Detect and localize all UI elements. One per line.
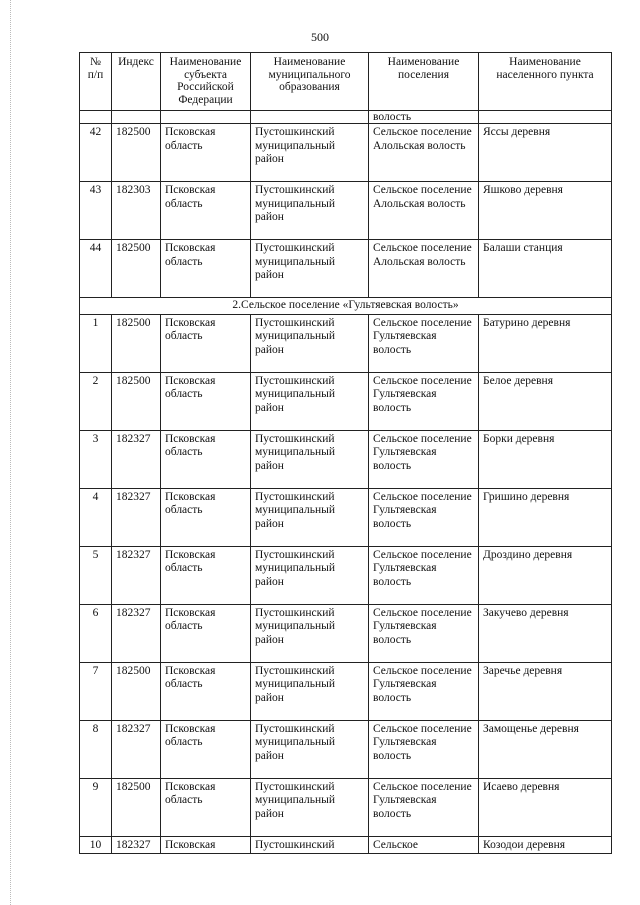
cell-settlement: Сельское поселение Гультяевская волость: [369, 430, 479, 488]
cell-index: 182500: [112, 778, 161, 836]
cell-settlement: Сельское поселение Алольская волость: [369, 240, 479, 298]
cell-locality: Белое деревня: [479, 372, 612, 430]
table-header-row: [80, 53, 612, 111]
cell-settlement: Сельское поселение Гультяевская волость: [369, 662, 479, 720]
header-subject: Наименование субъекта Российской Федерации: [161, 53, 251, 111]
cell-municipality: Пустошкинский муниципальный район: [251, 778, 369, 836]
rows-bottom: [80, 314, 612, 836]
header-municipality: Наименование муниципального образования: [251, 53, 369, 111]
cell-index: 182500: [112, 314, 161, 372]
cell-municipality: Пустошкинский муниципальный район: [251, 662, 369, 720]
cell-settlement: Сельское поселение Гультяевская волость: [369, 372, 479, 430]
table-row: [80, 836, 612, 854]
table-row: [80, 604, 612, 662]
cell-locality: Исаево деревня: [479, 778, 612, 836]
cell-settlement: Сельское поселение Гультяевская волость: [369, 604, 479, 662]
cell-subject: Псковская область: [161, 604, 251, 662]
cell-locality: Борки деревня: [479, 430, 612, 488]
cell-subject: Псковская: [161, 836, 251, 854]
cell-municipality: Пустошкинский муниципальный район: [251, 546, 369, 604]
section-title: 2.Сельское поселение «Гультяевская волость»: [80, 298, 612, 315]
cell-num: 10: [80, 836, 112, 854]
cell-municipality: Пустошкинский муниципальный район: [251, 182, 369, 240]
cell-index: 182327: [112, 546, 161, 604]
cell-settlement: Сельское поселение Гультяевская волость: [369, 546, 479, 604]
cell-num: 9: [80, 778, 112, 836]
carryover-row: [80, 111, 612, 124]
page-number: 500: [311, 30, 329, 44]
table-row: [80, 778, 612, 836]
cell-locality: Гришино деревня: [479, 488, 612, 546]
cell-num: 5: [80, 546, 112, 604]
cell-locality: Козодои деревня: [479, 836, 612, 854]
cell-num: 8: [80, 720, 112, 778]
cell-index: 182500: [112, 662, 161, 720]
cell-subject: Псковская область: [161, 372, 251, 430]
cell-index: 182500: [112, 372, 161, 430]
table-row: [80, 720, 612, 778]
cell-index: 182500: [112, 124, 161, 182]
cell-num: 42: [80, 124, 112, 182]
cell-num: 4: [80, 488, 112, 546]
cell-num: 1: [80, 314, 112, 372]
header-locality: Наименование населенного пункта: [479, 53, 612, 111]
header-num: № п/п: [80, 53, 112, 111]
cell-municipality: Пустошкинский муниципальный район: [251, 314, 369, 372]
table-row: [80, 546, 612, 604]
cell-municipality: Пустошкинский муниципальный район: [251, 124, 369, 182]
cell-subject: Псковская область: [161, 182, 251, 240]
header-index: Индекс: [112, 53, 161, 111]
cell-num: 44: [80, 240, 112, 298]
cell-index: 182303: [112, 182, 161, 240]
cell-index: 182327: [112, 430, 161, 488]
cell-subject: Псковская область: [161, 314, 251, 372]
cell-num: 2: [80, 372, 112, 430]
cell-municipality: Пустошкинский муниципальный район: [251, 604, 369, 662]
cell-municipality: Пустошкинский муниципальный район: [251, 240, 369, 298]
cell-locality: Заречье деревня: [479, 662, 612, 720]
cell-settlement: Сельское поселение Гультяевская волость: [369, 314, 479, 372]
cell-subject: Псковская область: [161, 240, 251, 298]
carryover-settlement: волость: [369, 111, 479, 124]
cell-municipality: Пустошкинский муниципальный район: [251, 720, 369, 778]
table-row: [80, 182, 612, 240]
cell-settlement: Сельское поселение Гультяевская волость: [369, 778, 479, 836]
cell-settlement: Сельское поселение Гультяевская волость: [369, 488, 479, 546]
cell-locality: Балаши станция: [479, 240, 612, 298]
table-row: [80, 124, 612, 182]
table-row: [80, 372, 612, 430]
table-row: [80, 430, 612, 488]
cell-subject: Псковская область: [161, 720, 251, 778]
cell-municipality: Пустошкинский муниципальный район: [251, 430, 369, 488]
cell-settlement: Сельское поселение Алольская волость: [369, 124, 479, 182]
cell-num: 3: [80, 430, 112, 488]
cell-municipality: Пустошкинский: [251, 836, 369, 854]
cell-locality: Яссы деревня: [479, 124, 612, 182]
cell-subject: Псковская область: [161, 778, 251, 836]
cell-locality: Закучево деревня: [479, 604, 612, 662]
cell-index: 182327: [112, 836, 161, 854]
cell-num: 7: [80, 662, 112, 720]
cell-subject: Псковская область: [161, 124, 251, 182]
cell-subject: Псковская область: [161, 546, 251, 604]
cell-locality: Дроздино деревня: [479, 546, 612, 604]
cell-settlement: Сельское: [369, 836, 479, 854]
cell-index: 182500: [112, 240, 161, 298]
cell-index: 182327: [112, 488, 161, 546]
cell-subject: Псковская область: [161, 488, 251, 546]
cell-settlement: Сельское поселение Гультяевская волость: [369, 720, 479, 778]
cell-num: 43: [80, 182, 112, 240]
cell-settlement: Сельское поселение Алольская волость: [369, 182, 479, 240]
cell-subject: Псковская область: [161, 662, 251, 720]
cell-subject: Псковская область: [161, 430, 251, 488]
cell-locality: Яшково деревня: [479, 182, 612, 240]
cell-index: 182327: [112, 604, 161, 662]
cell-locality: Замощенье деревня: [479, 720, 612, 778]
table-row: [80, 488, 612, 546]
scan-margin-line: [10, 0, 12, 905]
cell-municipality: Пустошкинский муниципальный район: [251, 372, 369, 430]
rows-top: [80, 124, 612, 298]
cell-num: 6: [80, 604, 112, 662]
table-row: [80, 314, 612, 372]
settlements-table: [79, 52, 612, 854]
section-heading-row: [80, 298, 612, 315]
table-row: [80, 662, 612, 720]
cell-municipality: Пустошкинский муниципальный район: [251, 488, 369, 546]
cell-locality: Батурино деревня: [479, 314, 612, 372]
cell-index: 182327: [112, 720, 161, 778]
table-row: [80, 240, 612, 298]
header-settlement: Наименование поселения: [369, 53, 479, 111]
